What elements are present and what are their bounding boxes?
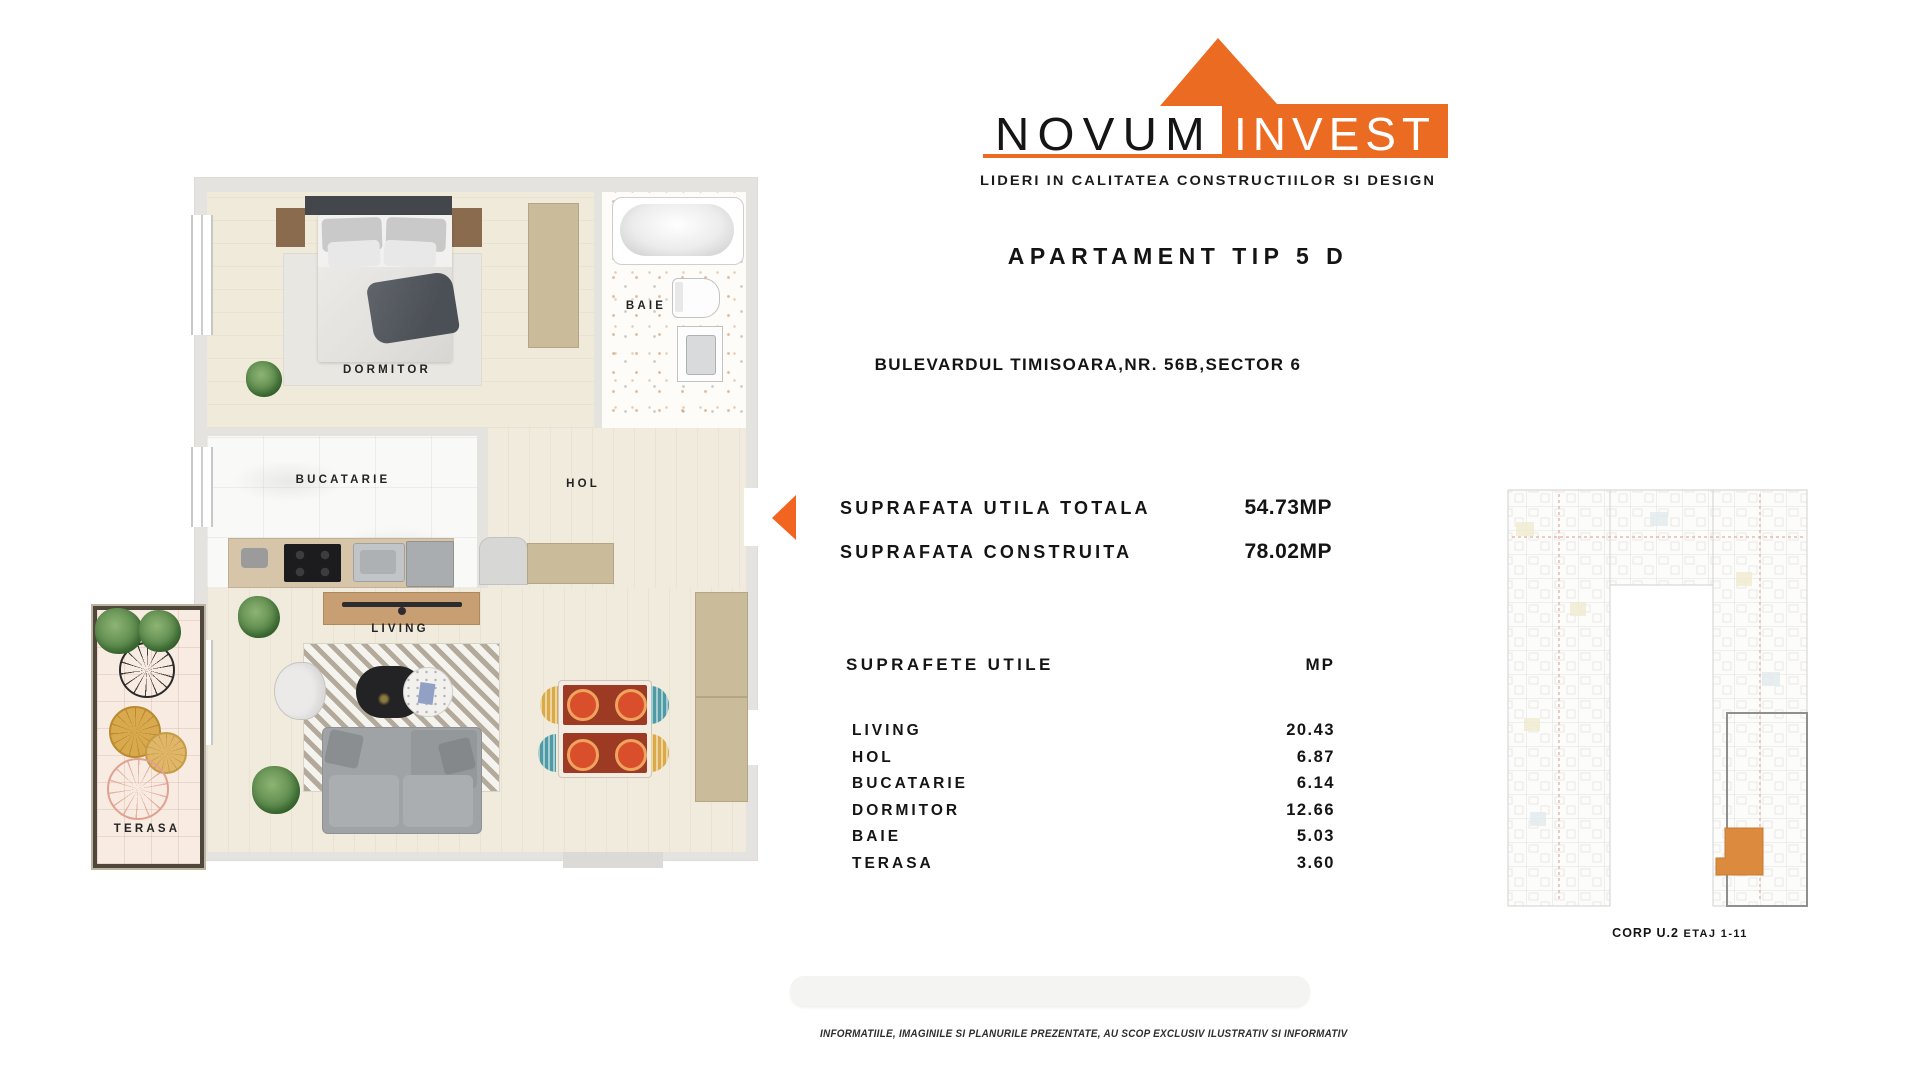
table-row [846,774,1335,801]
room-name: TERASA [852,854,934,872]
table-row [846,801,1335,828]
room-area: 3.60 [1296,853,1335,872]
potted-plant [246,361,282,397]
armchair [274,662,326,720]
logo-text-secondary: INVEST [1234,108,1436,160]
nightstand-left [276,208,305,247]
headboard [305,196,452,215]
logo-tagline: LIDERI IN CALITATEA CONSTRUCTIILOR SI DESIGN [980,172,1436,188]
window-dormitor [191,215,213,335]
wardrobe-divider [696,696,747,698]
areas-table-unit: MP [1305,655,1335,674]
sink-vanity [677,326,723,382]
summary-value: 78.02MP [1244,540,1332,563]
room-area: 20.43 [1286,721,1335,739]
summary-row-construita [840,540,1332,584]
dormitor-label: DORMITOR [343,364,431,376]
coffee-table-terrazzo [403,667,453,717]
wall-protrusion [563,852,663,868]
sofa-cushion [403,775,473,827]
baie-label: BAIE [625,300,667,312]
summary-value: 54.73MP [1244,496,1332,519]
book [418,682,436,705]
areas-table-title: SUPRAFETE UTILE [846,655,1054,674]
plate [567,739,599,771]
decor-sprig [378,692,390,706]
room-area: 6.87 [1296,747,1335,766]
room-name: LIVING [852,722,922,739]
room-name: HOL [852,748,894,766]
table-row [846,827,1335,854]
room-area: 6.14 [1296,774,1335,792]
table-row [846,721,1335,748]
cooktop [284,544,341,582]
wicker-decor-pink [107,758,169,820]
pillow [327,240,380,269]
room-name: BAIE [852,828,902,845]
sink-bowl [360,550,396,574]
novum-invest-logo [972,28,1452,190]
throw-blanket [366,271,461,346]
bathtub [612,197,744,265]
sofa [322,727,482,834]
room-name: BUCATARIE [852,775,968,792]
entry-bench [527,543,614,584]
kitchen-counter [228,538,454,588]
toilet [672,278,720,318]
entry-door-panel [479,537,528,585]
page-title: APARTAMENT TIP 5 D [1007,243,1349,269]
address-line: BULEVARDUL TIMISOARA,NR. 56B,SECTOR 6 [874,355,1302,374]
hol-label: HOL [566,478,600,490]
corp-label: CORP U.2 [1612,926,1679,940]
sofa-pillow [324,729,364,769]
terasa-label: TERASA [113,823,181,835]
room-area: 5.03 [1296,827,1335,845]
dining-table [558,680,652,778]
window-bucatarie [191,447,213,527]
wardrobe-corridor [528,203,579,348]
bucatarie-label: BUCATARIE [295,474,391,486]
terasa-plant [95,608,143,654]
tv-stand [398,607,406,615]
logo-text-primary: NOVUM [995,108,1213,160]
summary-label: SUPRAFATA CONSTRUITA [840,542,1133,562]
floor-plan [85,170,775,876]
terasa-plant [139,610,181,652]
sofa-cushion [329,775,399,827]
plate [567,689,599,721]
areas-table [846,655,1335,880]
site-plan-caption [1555,924,1805,942]
summary-label: SUPRAFATA UTILA TOTALA [840,498,1151,518]
summary-row-utila [840,496,1332,540]
entry-door-opening [744,488,759,546]
toilet-tank [675,282,683,312]
footer-divider-bar [790,976,1310,1006]
pillow [383,240,436,269]
table-row [846,854,1335,881]
etaj-label: ETAJ 1-11 [1683,928,1748,940]
plate [615,739,647,771]
bed [318,215,452,362]
tv-console [323,592,480,625]
table-row [846,748,1335,775]
fridge [406,541,454,587]
living-label: LIVING [371,623,429,635]
kitchen-sink [353,543,405,582]
nightstand-right [452,208,482,247]
plate [615,689,647,721]
toaster [241,548,268,568]
room-name: DORMITOR [852,801,961,819]
entrance-arrow-icon [772,495,796,540]
potted-plant [238,596,280,638]
site-plan [1500,482,1812,912]
footer-disclaimer: INFORMATIILE, IMAGINILE SI PLANURILE PREZENTATE, AU SCOP EXCLUSIV ILUSTRATIV SI INFORMATIV [820,1028,1348,1040]
areas-table-header [846,655,1335,679]
potted-plant [252,766,300,814]
sink-basin [686,335,716,375]
room-area: 12.66 [1286,800,1335,819]
area-summary [840,496,1332,584]
bathtub-basin [620,204,734,256]
wardrobe-living [695,592,748,802]
